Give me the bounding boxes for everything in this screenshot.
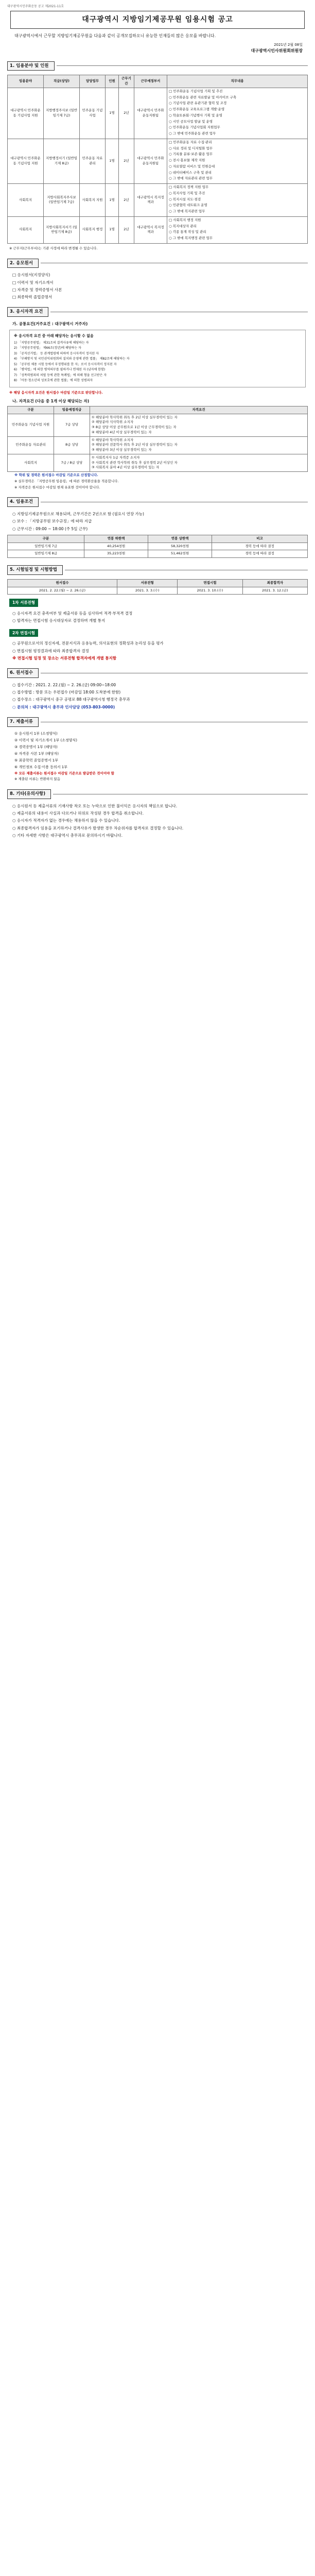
cell-grade: 지방행정주사보 (일반임기제 7급) (44, 88, 80, 139)
box-line: 6) 「병역법」에 의한 병역의무를 필하거나 면제된 자 (남자에 한함) (14, 368, 106, 372)
document-item: ⑤ 최종학력 졸업증명서 1부 (14, 758, 59, 762)
table-header: 연봉 하한액 (84, 535, 148, 543)
req-line: ③ 해당분야 3년 이상 실무경력이 있는 자 (92, 448, 152, 452)
cell-duties (167, 88, 308, 139)
cell-duties (167, 216, 308, 243)
duty-line: ○ 기록물 분류·보존·활용 업무 (169, 152, 213, 157)
cell-grade: 7급 상당 (54, 414, 90, 436)
disqualification-box (9, 330, 306, 387)
table-header: 구분 (8, 535, 84, 543)
cell-grade: 지방사회복지주사보 (일반임기제 7급) (44, 184, 80, 217)
misc-line: ○ 제출서류의 내용이 사실과 다르거나 허위로 작성된 경우 합격을 취소합니다. (12, 811, 144, 816)
duty-line: ○ 그 밖에 민주화운동 관련 업무 (169, 131, 216, 135)
duty-line: ○ 복지사업 기획 및 추진 (169, 191, 205, 195)
table-header: 임용분야 (8, 75, 44, 88)
schedule-line: ○ 응시자격 요건 충족여부 및 제출서류 등을 심사하여 적격·부적격 결정 (12, 611, 133, 616)
list-item: □ 최종학력 졸업증명서 (12, 295, 52, 299)
submission-period: ○ 접수기간 : 2021. 2. 22.(월) ~ 2. 26.(금) 09:00~18:00 (12, 682, 116, 687)
duty-line: ○ 시민 공모사업 발굴 및 운영 (169, 119, 213, 124)
box-line: 3) 「공직선거법」 등 관계법령에 의하여 응시자격이 정지된 자 (14, 351, 99, 355)
cell-field: 사회복지 (8, 216, 44, 243)
duty-line: ○ 학술토론회·기념행사 기획 및 운영 (169, 113, 222, 117)
submission-contact: ○ 문의처 : 대구광역시 총무과 인사담당 (053-803-0000) (12, 704, 115, 709)
document-item: ① 응시원서 1부 (소정양식) (14, 731, 58, 736)
duty-line: ○ 민주화운동 관련 자료발굴 및 아카이브 구축 (169, 95, 237, 99)
section-heading (7, 497, 308, 507)
table-row (8, 216, 308, 243)
table-header-row (8, 579, 308, 587)
duty-line: ○ 그 밖에 복지관련 업무 (169, 209, 205, 213)
cell-dept: 대구광역시 복지정책과 (134, 184, 167, 217)
notice-org: 대구광역시인사위원회위원장 (251, 48, 303, 53)
cell-grade: 지방사회복지서기 (일반임기제 8급) (44, 216, 80, 243)
duty-line: ○ 그 밖에 자료관리 관련 업무 (169, 176, 213, 181)
cell-grade: 7급 / 8급 상당 (54, 454, 90, 471)
list-item: □ 이력서 및 자기소개서 (12, 280, 54, 285)
submission-place: ○ 접수장소 : 대구광역시 중구 공평로 88 대구광역시청 행정국 총무과 (12, 697, 130, 702)
table-cell: 2021. 3. 3.(수) (117, 587, 178, 595)
condition-line: ○ 근무시간 : 09:00 ~ 18:00 (주 5일 근무) (12, 526, 88, 531)
cell-requirements (90, 414, 308, 436)
section-title: 8. 기타(유의사항) (7, 789, 51, 799)
table-header: 최종합격자 (242, 579, 307, 587)
cell-dept: 대구광역시 복지정책과 (134, 216, 167, 243)
box-line: 7) 「성폭력범죄의 처벌 등에 관한 특례법」에 의해 형을 선고받은 자 (14, 373, 107, 377)
pay-table (7, 535, 308, 558)
nationality-heading: 나. 자격요건 (다음 중 1개 이상 해당되는 자) (12, 398, 90, 403)
cell-grade: 8급 상당 (54, 436, 90, 454)
box-line: 2) 「지방공무원법」 제66조(정년)에 해당하는 자 (14, 346, 81, 350)
document-note: ※ 제출된 서류는 반환하지 않음 (14, 777, 61, 782)
table-header: 원서접수 (8, 579, 117, 587)
cell-count: 1명 (106, 184, 119, 217)
schedule-line: ※ 면접시험 일정 및 장소는 서류전형 합격자에게 개별 통지함 (12, 655, 117, 660)
cell-task: 사회복지 행정 (80, 216, 106, 243)
document-note: ※ 모든 제출서류는 원서접수 마감일 기준으로 발급받은 것이어야 함 (14, 771, 114, 775)
duty-line: □ 민주화운동 자료 수집·관리 (169, 140, 212, 144)
box-line: 1) 「지방공무원법」 제31조의 결격사유에 해당하는 자 (14, 341, 89, 345)
section-title: 6. 원서접수 (7, 668, 39, 678)
duty-line: ○ 복지시설 지도·점검 (169, 197, 201, 201)
duty-line: ○ 그 밖에 복지행정 관련 업무 (169, 236, 213, 240)
cell-requirements (90, 454, 308, 471)
table-cell: 일반임기제 8급 (8, 550, 84, 558)
section-heading (7, 61, 308, 71)
subsection-title: 1차 서류전형 (9, 599, 38, 606)
cell-period: 2년 (119, 139, 134, 183)
misc-line: ○ 기타 자세한 사항은 대구광역시 총무과로 문의하시기 바랍니다. (12, 833, 122, 838)
cell-task: 사회복지 지원 (80, 184, 106, 217)
duty-line: □ 사회복지 정책 지원 업무 (169, 185, 209, 189)
table-header: 임용예정직급 (54, 406, 90, 414)
table-header: 서류전형 (117, 579, 178, 587)
section-heading (7, 565, 308, 575)
note-line: ※ 학위 및 경력은 원서접수 마감일 기준으로 산정합니다. (14, 473, 98, 477)
table-row (8, 436, 308, 454)
req-line: ① 해당분야 학사학위 소지자 (92, 437, 134, 442)
cell-kind: 사회복지 (8, 454, 54, 471)
box-line: 5) 「공무원 채용 시험 등에서 부정행위를 한 자」로서 응시자격이 정지된 자 (14, 362, 117, 366)
table-row (8, 454, 308, 471)
table-cell: 51,462천원 (148, 550, 212, 558)
notice-date: 2021년 2월 08일 (274, 43, 303, 47)
note-line: ※ 실무경력은 「지방공무원 임용령」에 따른 경력환산율을 적용합니다. (14, 479, 119, 483)
table-row (8, 88, 308, 139)
intro-text: 대구광역시에서 근무할 지방임기제공무원을 다음과 같이 공개모집하오니 유능한 인재들의 많은 응모를 바랍니다. (14, 33, 216, 38)
table-header: 근무예정부서 (134, 75, 167, 88)
misc-line: ○ 최종합격자가 임용을 포기하거나 결격사유가 발생한 경우 차순위자를 합격자로 결정할 수 있습니다. (12, 825, 184, 831)
duty-line: □ 사회복지 행정 지원 (169, 217, 201, 222)
cell-task: 민주운동 기념사업 (80, 88, 106, 139)
table-row (8, 184, 308, 217)
box-line: 8) 「아동·청소년의 성보호에 관한 법률」에 의한 성범죄자 (14, 379, 93, 383)
cell-kind: 민주화운동 기념사업 지원 (8, 414, 54, 436)
duty-line: ○ 기념사업 관련 유관기관 협력 및 조정 (169, 101, 227, 106)
table-row (8, 587, 308, 595)
table-header: 담당업무 (80, 75, 106, 88)
page-title: 대구광역시 지방임기제공무원 임용시험 공고 (10, 11, 305, 29)
condition-line: ○ 지방임기제공무원으로 채용되며, 근무기간은 2년으로 함 (필요시 연장 가능) (12, 512, 144, 516)
qualification-intro: 가. 공통요건(거주요건 : 대구광역시 거주자) (12, 321, 88, 326)
note-line: ※ 자격증은 원서접수 마감일 현재 유효한 것이어야 합니다. (14, 485, 100, 489)
section-title: 3. 응시자격 요건 (7, 307, 48, 317)
cell-field: 대구광역시 민주화운동 기념사업 지원 (8, 139, 44, 183)
duty-line: ○ 사료 정리 및 디지털화 업무 (169, 146, 213, 150)
table-header: 인원 (106, 75, 119, 88)
schedule-line: ○ 공무원으로서의 정신자세, 전문지식과 응용능력, 의사표현의 정확성과 논리성 등을 평가 (12, 641, 164, 646)
table-row (8, 414, 308, 436)
req-line: ① 사회복지사 1급 자격증 소지자 (92, 455, 140, 460)
document-item: ② 이력서 및 자기소개서 1부 (소정양식) (14, 738, 77, 742)
cell-field: 사회복지 (8, 184, 44, 217)
table-cell: 35,223천원 (84, 550, 148, 558)
misc-line: ○ 응시원서 등 제출서류의 기재사항 착오 또는 누락으로 인한 불이익은 응시자의 책임으로 합니다. (12, 803, 178, 808)
document-item: ⑥ 개인정보 수집·이용 동의서 1부 (14, 765, 67, 769)
cell-grade: 지방행정서기 (일반임기제 8급) (44, 139, 80, 183)
box-line: 4) 「부패방지 및 국민권익위원회의 설치와 운영에 관한 법률」 제82조에 해당하는 자 (14, 357, 130, 361)
table-cell: 2021. 3. 10.(수) (178, 587, 242, 595)
section-title: 4. 임용조건 (7, 497, 39, 507)
jobs-table (7, 75, 308, 244)
duty-line: ○ 전시·홍보물 제작 지원 (169, 158, 205, 162)
table-header: 자격요건 (90, 406, 308, 414)
box-heading: ※ 응시자격 요건 중 아래 해당자는 응시할 수 없음 (14, 334, 94, 338)
submission-method: ○ 접수방법 : 방문 또는 우편접수 (마감일 18:00 도착분에 한함) (12, 690, 121, 694)
req-line: ③ 8급 상당 이상 공무원으로 1년 이상 근무경력이 있는 자 (92, 425, 177, 429)
cell-count: 1명 (106, 88, 119, 139)
condition-line: ○ 보수 : 「지방공무원 보수규정」에 따라 지급 (12, 519, 92, 524)
table-header: 연봉 상한액 (148, 535, 212, 543)
table-header: 직무내용 (167, 75, 308, 88)
table-header: 직급(상당) (44, 75, 80, 88)
schedule-table (7, 579, 308, 595)
duty-line: ○ 자료열람 서비스 및 민원응대 (169, 164, 215, 168)
duty-line: □ 민주화운동 기념사업 기획 및 추진 (169, 89, 223, 93)
table-header: 면접시험 (178, 579, 242, 587)
duty-line: ○ 민주화운동 교육프로그램 개발·운영 (169, 107, 225, 111)
red-note: ※ 해당 응시자격 요건은 원서접수 마감일 기준으로 판단합니다. (9, 390, 103, 395)
section-heading (7, 307, 308, 317)
duty-line: ○ 복지대상자 관리 (169, 224, 197, 228)
notice-number: 대구광역시민주화운동 공고 제2021-11호 (7, 5, 64, 8)
table-cell: 2021. 2. 22.(월) ~ 2. 26.(금) (8, 587, 117, 595)
misc-line: ○ 응시자가 적격자가 없는 경우에는 채용하지 않을 수 있습니다. (12, 818, 120, 823)
table-cell: 58,320천원 (148, 543, 212, 550)
req-line: ① 해당분야 학사학위 취득 후 2년 이상 실무경력이 있는 자 (92, 415, 178, 419)
section-title: 5. 시험일정 및 시험방법 (7, 565, 63, 575)
duty-line: ○ 각종 통계 작성 및 관리 (169, 230, 206, 234)
table-header-row (8, 75, 308, 88)
table-header: 근무기간 (119, 75, 134, 88)
jobs-footnote: ※ 근무지(근무부서)는 기관 사정에 따라 변경될 수 있습니다. (9, 246, 98, 250)
table-row (8, 550, 308, 558)
section-title: 2. 응모원서 (7, 259, 39, 268)
schedule-line: ○ 합격자는 면접시험 응시대상자로 결정하며 개별 통지 (12, 618, 106, 623)
section-heading (7, 668, 308, 678)
cell-period: 2년 (119, 216, 134, 243)
table-cell: 경력 등에 따라 결정 (212, 550, 308, 558)
table-header-row (8, 535, 308, 543)
section-heading (7, 259, 308, 268)
cell-field: 대구광역시 민주화운동 기념사업 지원 (8, 88, 44, 139)
schedule-line: ○ 면접시험 평정결과에 따라 최종합격자 결정 (12, 648, 89, 653)
table-header: 구분 (8, 406, 54, 414)
table-cell: 경력 등에 따라 결정 (212, 543, 308, 550)
req-line: ③ 사회복지 분야 4년 이상 실무경력이 있는 자 (92, 465, 160, 470)
list-item: □ 자격증 및 경력증명서 사본 (12, 287, 62, 292)
cell-kind: 민주화운동 자료관리 (8, 436, 54, 454)
list-item: □ 응시원서(지정양식) (12, 273, 50, 278)
table-cell: 2021. 3. 12.(금) (242, 587, 307, 595)
subsection-title: 2차 면접시험 (9, 629, 38, 637)
req-line: ② 사회복지 관련 학사학위 취득 후 실무경력 2년 이상인 자 (92, 460, 178, 465)
cell-count: 1명 (106, 139, 119, 183)
document-item: ④ 자격증 사본 1부 (해당자) (14, 751, 59, 756)
duty-line: ○ 민관협력 네트워크 운영 (169, 203, 207, 208)
table-header-row (8, 406, 308, 414)
cell-dept: 대구광역시 민주화운동지원팀 (134, 139, 167, 183)
duty-line: ○ 민주화운동 기념사업회 지원업무 (169, 125, 220, 130)
section-heading (7, 717, 308, 727)
cell-duties (167, 139, 308, 183)
qualification-table (7, 406, 308, 472)
section-title: 7. 제출서류 (7, 717, 39, 727)
cell-count: 1명 (106, 216, 119, 243)
cell-period: 2년 (119, 88, 134, 139)
cell-duties (167, 184, 308, 217)
table-cell: 일반임기제 7급 (8, 543, 84, 550)
cell-task: 민주운동 자료관리 (80, 139, 106, 183)
cell-period: 2년 (119, 184, 134, 217)
req-line: ④ 해당분야 4년 이상 실무경력이 있는 자 (92, 430, 152, 434)
req-line: ② 해당분야 전문학사 취득 후 2년 이상 실무경력이 있는 자 (92, 443, 178, 447)
cell-requirements (90, 436, 308, 454)
table-header: 비고 (212, 535, 308, 543)
cell-dept: 대구광역시 민주화운동지원팀 (134, 88, 167, 139)
section-heading (7, 789, 308, 799)
req-line: ② 해당분야 석사학위 소지자 (92, 420, 134, 425)
table-row (8, 543, 308, 550)
table-row (8, 139, 308, 183)
document-item: ③ 경력증명서 1부 (해당자) (14, 744, 58, 749)
table-cell: 40,254천원 (84, 543, 148, 550)
duty-line: ○ 데이터베이스 구축 및 관리 (169, 170, 212, 175)
section-title: 1. 임용분야 및 인원 (7, 61, 55, 71)
